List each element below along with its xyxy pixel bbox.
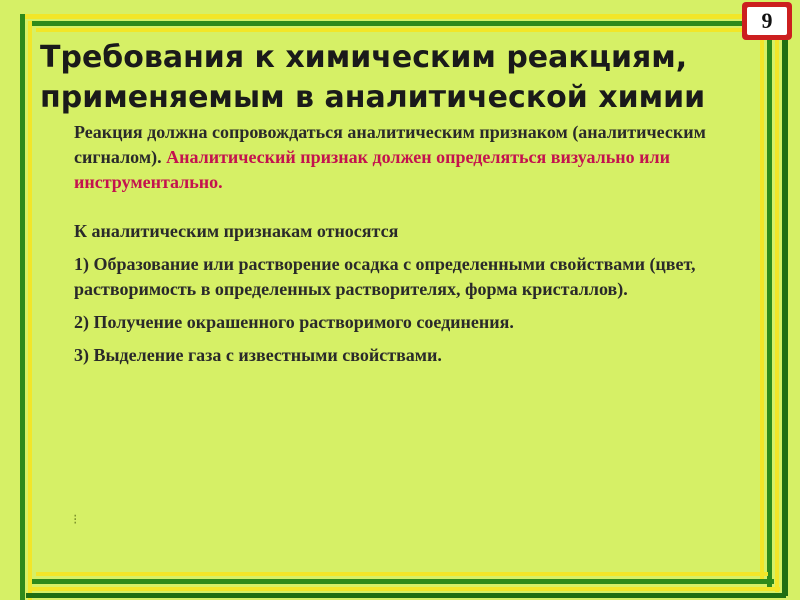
slide-number: 9 xyxy=(747,7,787,35)
list-item: 1) Образование или растворение осадка с определенными свойствами (цвет, растворимость в определенных растворителях, форма кристаллов). xyxy=(74,254,696,299)
frame-right-yellow-outer xyxy=(760,28,764,584)
intro-text: Реакция должна сопровождаться аналитическим признаком (аналитическим сигналом). xyxy=(74,122,706,167)
stray-bullet-glyph: ⁝ xyxy=(73,512,78,528)
intro-paragraph xyxy=(74,120,734,195)
list-item: 2) Получение окрашенного растворимого соединения. xyxy=(74,312,514,332)
frame-bottom-yellow-outer xyxy=(30,587,780,591)
slide-number-badge xyxy=(742,2,792,40)
list-heading: К аналитическим признакам относятся xyxy=(74,221,399,241)
frame-bottom-yellow xyxy=(36,572,768,576)
frame-top-green xyxy=(28,21,763,26)
frame-top-yellow-inner xyxy=(36,28,762,32)
frame-bottom-green xyxy=(32,579,774,584)
slide-body xyxy=(74,120,734,376)
frame-right-dark xyxy=(782,40,788,596)
frame-right-green xyxy=(767,40,772,588)
frame-top-yellow xyxy=(22,14,766,19)
frame-left-green xyxy=(20,14,25,600)
intro-highlight: Аналитический признак должен определяться визуально или инструментально. xyxy=(74,147,670,192)
list-item: 3) Выделение газа с известными свойствами. xyxy=(74,345,442,365)
slide-title: Требования к химическим реакциям, применяемым в аналитической химии xyxy=(40,40,706,115)
frame-bottom-dark xyxy=(26,593,786,598)
frame-right-yellow xyxy=(775,40,779,592)
frame-left-yellow xyxy=(28,21,32,600)
